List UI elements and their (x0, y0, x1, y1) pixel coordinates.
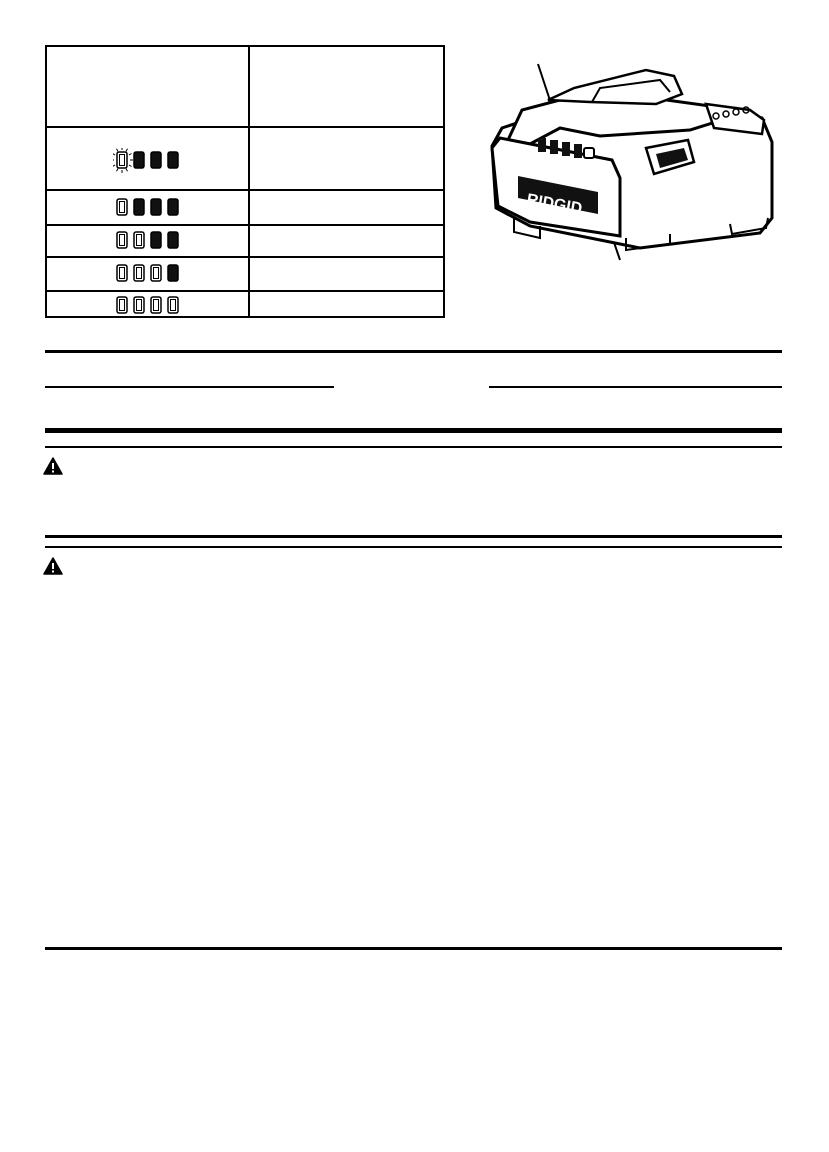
battery-brand-label: RIDGID (525, 191, 584, 218)
led-on-icon (134, 265, 144, 281)
warning-triangle-icon (43, 457, 63, 475)
table-column-divider (248, 47, 250, 316)
warning-rule (45, 546, 782, 548)
led-on-icon (151, 297, 161, 313)
led-off-icon (134, 152, 144, 168)
led-off-icon (168, 152, 178, 168)
table-row-divider (47, 126, 443, 128)
section-end-rule (45, 947, 782, 950)
led-on-icon (168, 297, 178, 313)
led-indicator-row-5 (113, 293, 183, 315)
led-on-icon (117, 265, 127, 281)
table-row-divider (47, 224, 443, 226)
section-rule (45, 350, 782, 353)
led-indicator-row-1 (113, 148, 183, 170)
subsection-rule-left (45, 386, 334, 388)
table-row-divider (47, 189, 443, 191)
led-off-icon (168, 232, 178, 248)
led-on-icon (134, 297, 144, 313)
led-indicator-row-3 (113, 228, 183, 250)
fuel-gauge-table (45, 45, 445, 318)
led-on-icon (117, 297, 127, 313)
battery-pack-illustration (470, 58, 790, 268)
led-off-icon (151, 152, 161, 168)
led-off-icon (168, 199, 178, 215)
led-on-icon (117, 232, 127, 248)
led-indicator-row-2 (113, 195, 183, 217)
warning-triangle-icon (43, 557, 63, 575)
led-on-icon (151, 265, 161, 281)
led-off-icon (151, 232, 161, 248)
led-off-icon (151, 199, 161, 215)
led-off-icon (134, 199, 144, 215)
warning-rule (45, 535, 782, 538)
warning-rule (45, 446, 782, 448)
warning-block-top-rule (45, 428, 782, 433)
led-off-icon (168, 265, 178, 281)
table-row-divider (47, 256, 443, 258)
subsection-rule-right (489, 386, 782, 388)
led-indicator-row-4 (113, 261, 183, 283)
led-on-icon (117, 199, 127, 215)
led-blinking-icon (113, 148, 133, 173)
led-on-icon (134, 232, 144, 248)
table-row-divider (47, 290, 443, 292)
